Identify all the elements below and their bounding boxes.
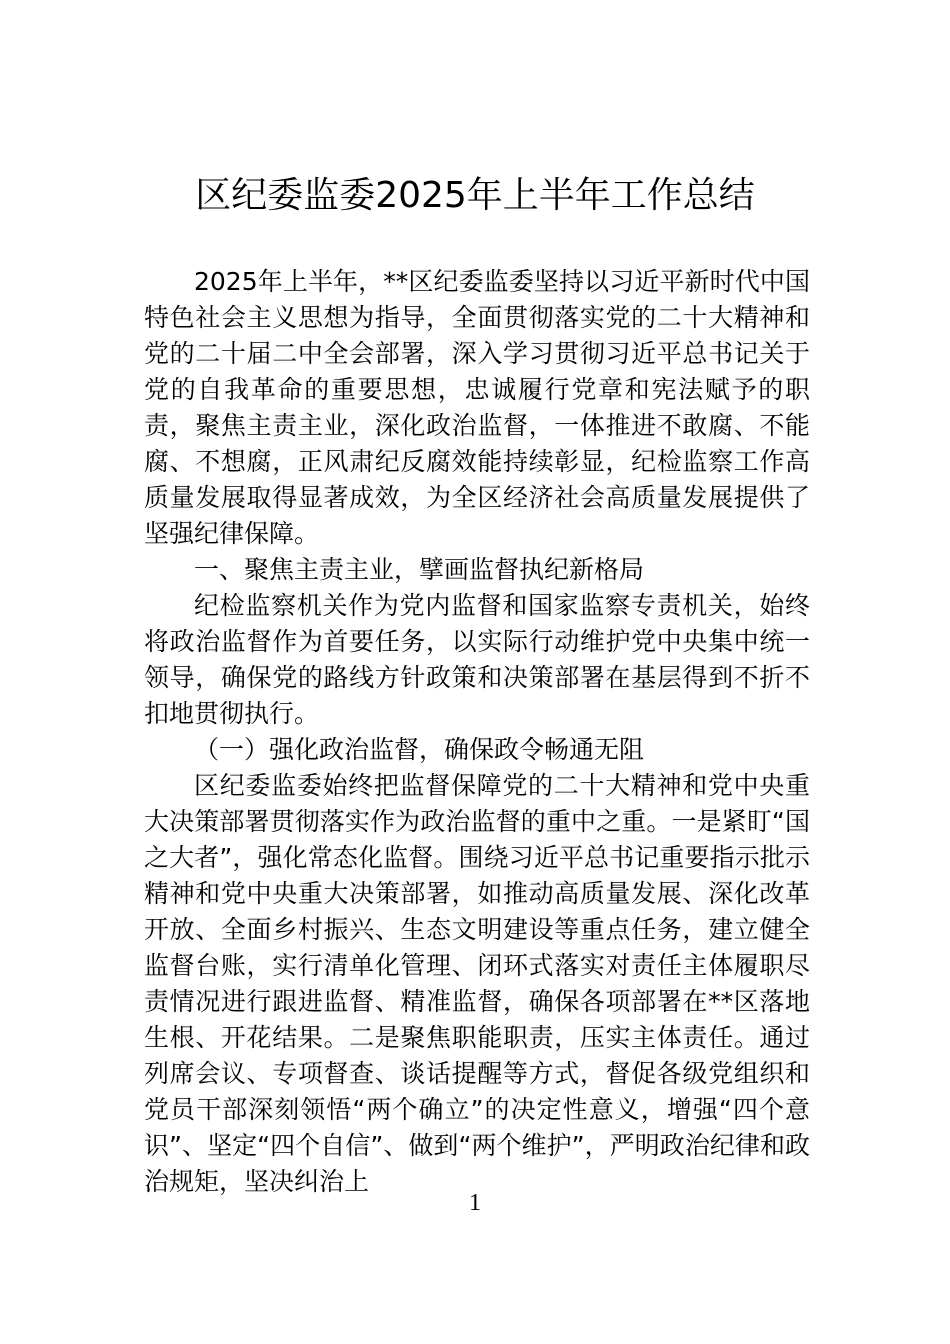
section-paragraph: 纪检监察机关作为党内监督和国家监察专责机关，始终将政治监督作为首要任务，以实际行动维护党中央集中统一领导，确保党的路线方针政策和决策部署在基层得到不折不扣地贯彻执行。 [144, 591, 810, 728]
subsection-heading: （一）强化政治监督，确保政令畅通无阻 [194, 735, 645, 764]
page-number: 1 [469, 1190, 481, 1216]
intro-paragraph: 2025年上半年，**区纪委监委坚持以习近平新时代中国特色社会主义思想为指导，全面贯彻落实党的二十大精神和党的二十届二中全会部署，深入学习贯彻习近平总书记关于党的自我革命的重要思想，忠诚履行党章和宪法赋予的职责，聚焦主责主业，深化政治监督，一体推进不敢腐、不能腐、不想腐，正风肃纪反腐效能持续彰显，纪检监察工作高质量发展取得显著成效，为全区经济社会高质量发展提供了坚强纪律保障。 [144, 267, 810, 548]
document-title: 区纪委监委2025年上半年工作总结 [195, 175, 755, 216]
section-heading: 一、聚焦主责主业，擘画监督执纪新格局 [194, 555, 645, 584]
subsection-paragraph: 区纪委监委始终把监督保障党的二十大精神和党中央重大决策部署贯彻落实作为政治监督的重中之重。一是紧盯“国之大者”，强化常态化监督。围绕习近平总书记重要指示批示精神和党中央重大决策部署，如推动高质量发展、深化改革开放、全面乡村振兴、生态文明建设等重点任务，建立健全监督台账，实行清单化管理、闭环式落实对责任主体履职尽责情况进行跟进监督、精准监督，确保各项部署在**区落地生根、开花结果。二是聚焦职能职责，压实主体责任。通过列席会议、专项督查、谈话提醒等方式，督促各级党组织和党员干部深刻领悟“两个确立”的决定性意义，增强“四个意识”、坚定“四个自信”、做到“两个维护”，严明政治纪律和政治规矩，坚决纠治上 [144, 771, 810, 1196]
document-body [144, 264, 810, 1200]
